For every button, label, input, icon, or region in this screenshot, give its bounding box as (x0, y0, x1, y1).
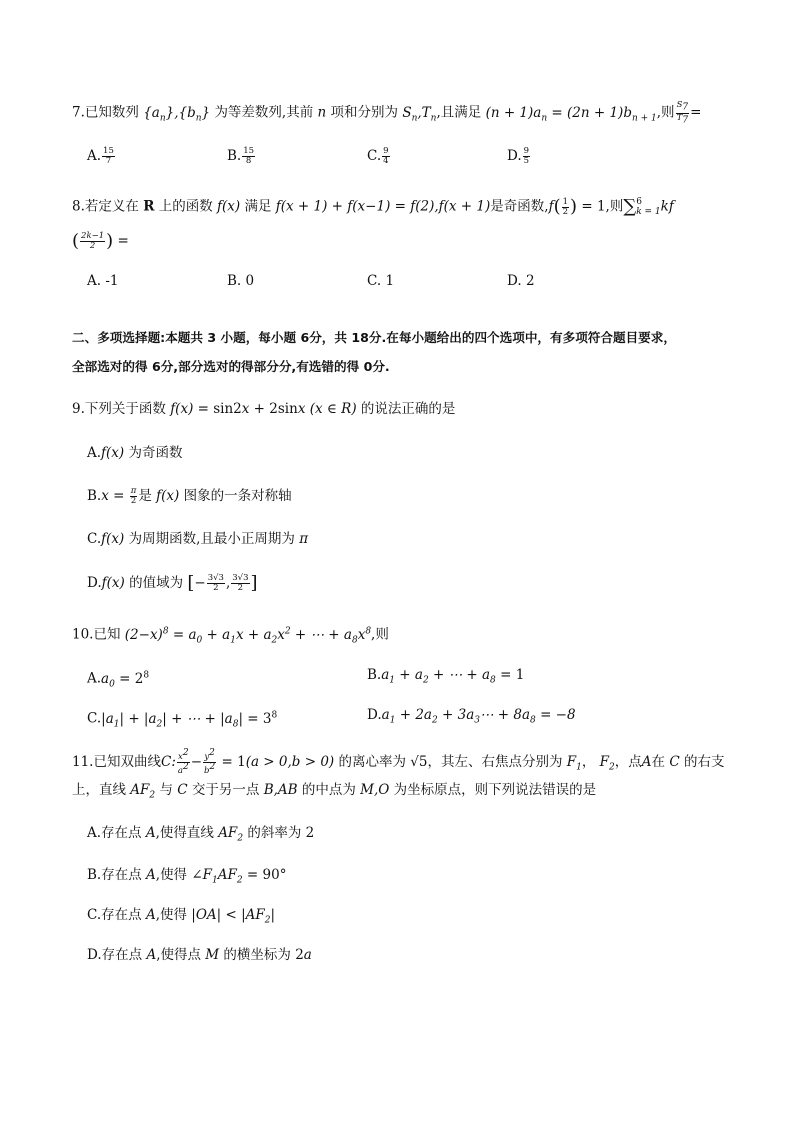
question-8: 8.若定义在 R 上的函数 f(x) 满足 f(x + 1) + f(x−1) = f(2),f(x + 1)是奇函数,f( $\frac{1}{2}$ ) = 1,则∑ 6 k = 1 kf (72, 196, 674, 217)
q8-continuation: ( $\frac{2k-1}{2}$ ) = (72, 230, 129, 252)
question-7: 7.已知数列 $\{a_n\},\{b_n\}$ 为等差数列,其前 n 项和分别为 $S_n,T_n$,且满足 $(n + 1)a_n = (2n + 1)b_{n + 1}$,则 $\frac{S_7}{T_7}$ = (72, 100, 702, 126)
q7-option-a: A. $\frac{15}{7}$ (87, 146, 114, 166)
section-2-heading-line-2: 全部选对的得 6分,部分选对的得部分分,有选错的得 0分. (72, 359, 390, 374)
q9-option-a: A.f(x) 为奇函数 (87, 445, 183, 461)
q8-option-d: D. 2 (507, 273, 535, 289)
q7-option-d: D. $\frac{9}{5}$ (507, 146, 530, 166)
q9-option-d: D.f(x) 的值域为 [− $\frac{3√3}{2}$ , $\frac{3√3}{2}$ ] (87, 572, 258, 594)
q10-option-a: $A.a_0 = 2^8$ (87, 670, 150, 690)
q11-continuation: 上，直线 $AF_2$ 与 C 交于另一点 B,AB 的中点为 M,O 为坐标原点，则下列说法错误的是 (72, 782, 597, 801)
q7-option-c: C. $\frac{9}{4}$ (367, 146, 389, 166)
section-2-heading-line-1: 二、多项选择题:本题共 3 小题，每小题 6分，共 18分.在每小题给出的四个选项中，有多项符合题目要求， (72, 330, 676, 345)
q8-option-a: A. -1 (87, 273, 119, 289)
q8-number: 8. (72, 198, 85, 215)
question-9: 9.下列关于函数 f(x) = sin2x + 2sinx (x ∈ R) 的说法正确的是 (72, 401, 456, 417)
q8-option-b: B. 0 (227, 273, 255, 289)
q9-option-b: B.x = $\frac{\pi}{2}$ 是 f(x) 图象的一条对称轴 (87, 486, 292, 506)
q11-option-b: B.存在点 A,使得 $\angle F_1AF_2 = 90^\circ$ (87, 867, 287, 886)
question-10: 10.已知 $(2-x)^8 = a_0 + a_1x + a_2x^2$ + ⋯ + $a_8x^8$,则 (72, 626, 389, 646)
q8-option-c: C. 1 (367, 273, 395, 289)
q10-option-b: $B.a_1 + a_2$ + ⋯ + $a_8 = 1$ (367, 667, 525, 686)
q10-option-c: $C.|a_1| + |a_2|$ + ⋯ + $|a_8| = 3^8$ (87, 710, 278, 730)
q11-option-d: D.存在点 A,使得点 M 的横坐标为 2a (87, 947, 312, 963)
question-11: 11.已知双曲线C: $\frac{x^2}{a^2}$ − $\frac{y^2}{b^2}$ = 1(a > 0,b > 0) 的离心率为 √5，其左、右焦点分别为 $F_1$， $F_2$，点A在 C 的右支 (72, 748, 725, 776)
q7-number: 7. (72, 104, 85, 121)
q7-option-b: B. $\frac{15}{8}$ (227, 146, 255, 166)
q11-option-a: A.存在点 A,使得直线 $AF_2$ 的斜率为 2 (87, 825, 315, 844)
q9-option-c: C.f(x) 为周期函数,且最小正周期为 π (87, 531, 309, 547)
q10-option-d: $D.a_1 + 2a_2$ + $3a_3\cdots + 8a_8 = -8$ (367, 707, 576, 726)
q11-option-c: C.存在点 A,使得 $|OA| < |AF_2|$ (87, 907, 276, 926)
